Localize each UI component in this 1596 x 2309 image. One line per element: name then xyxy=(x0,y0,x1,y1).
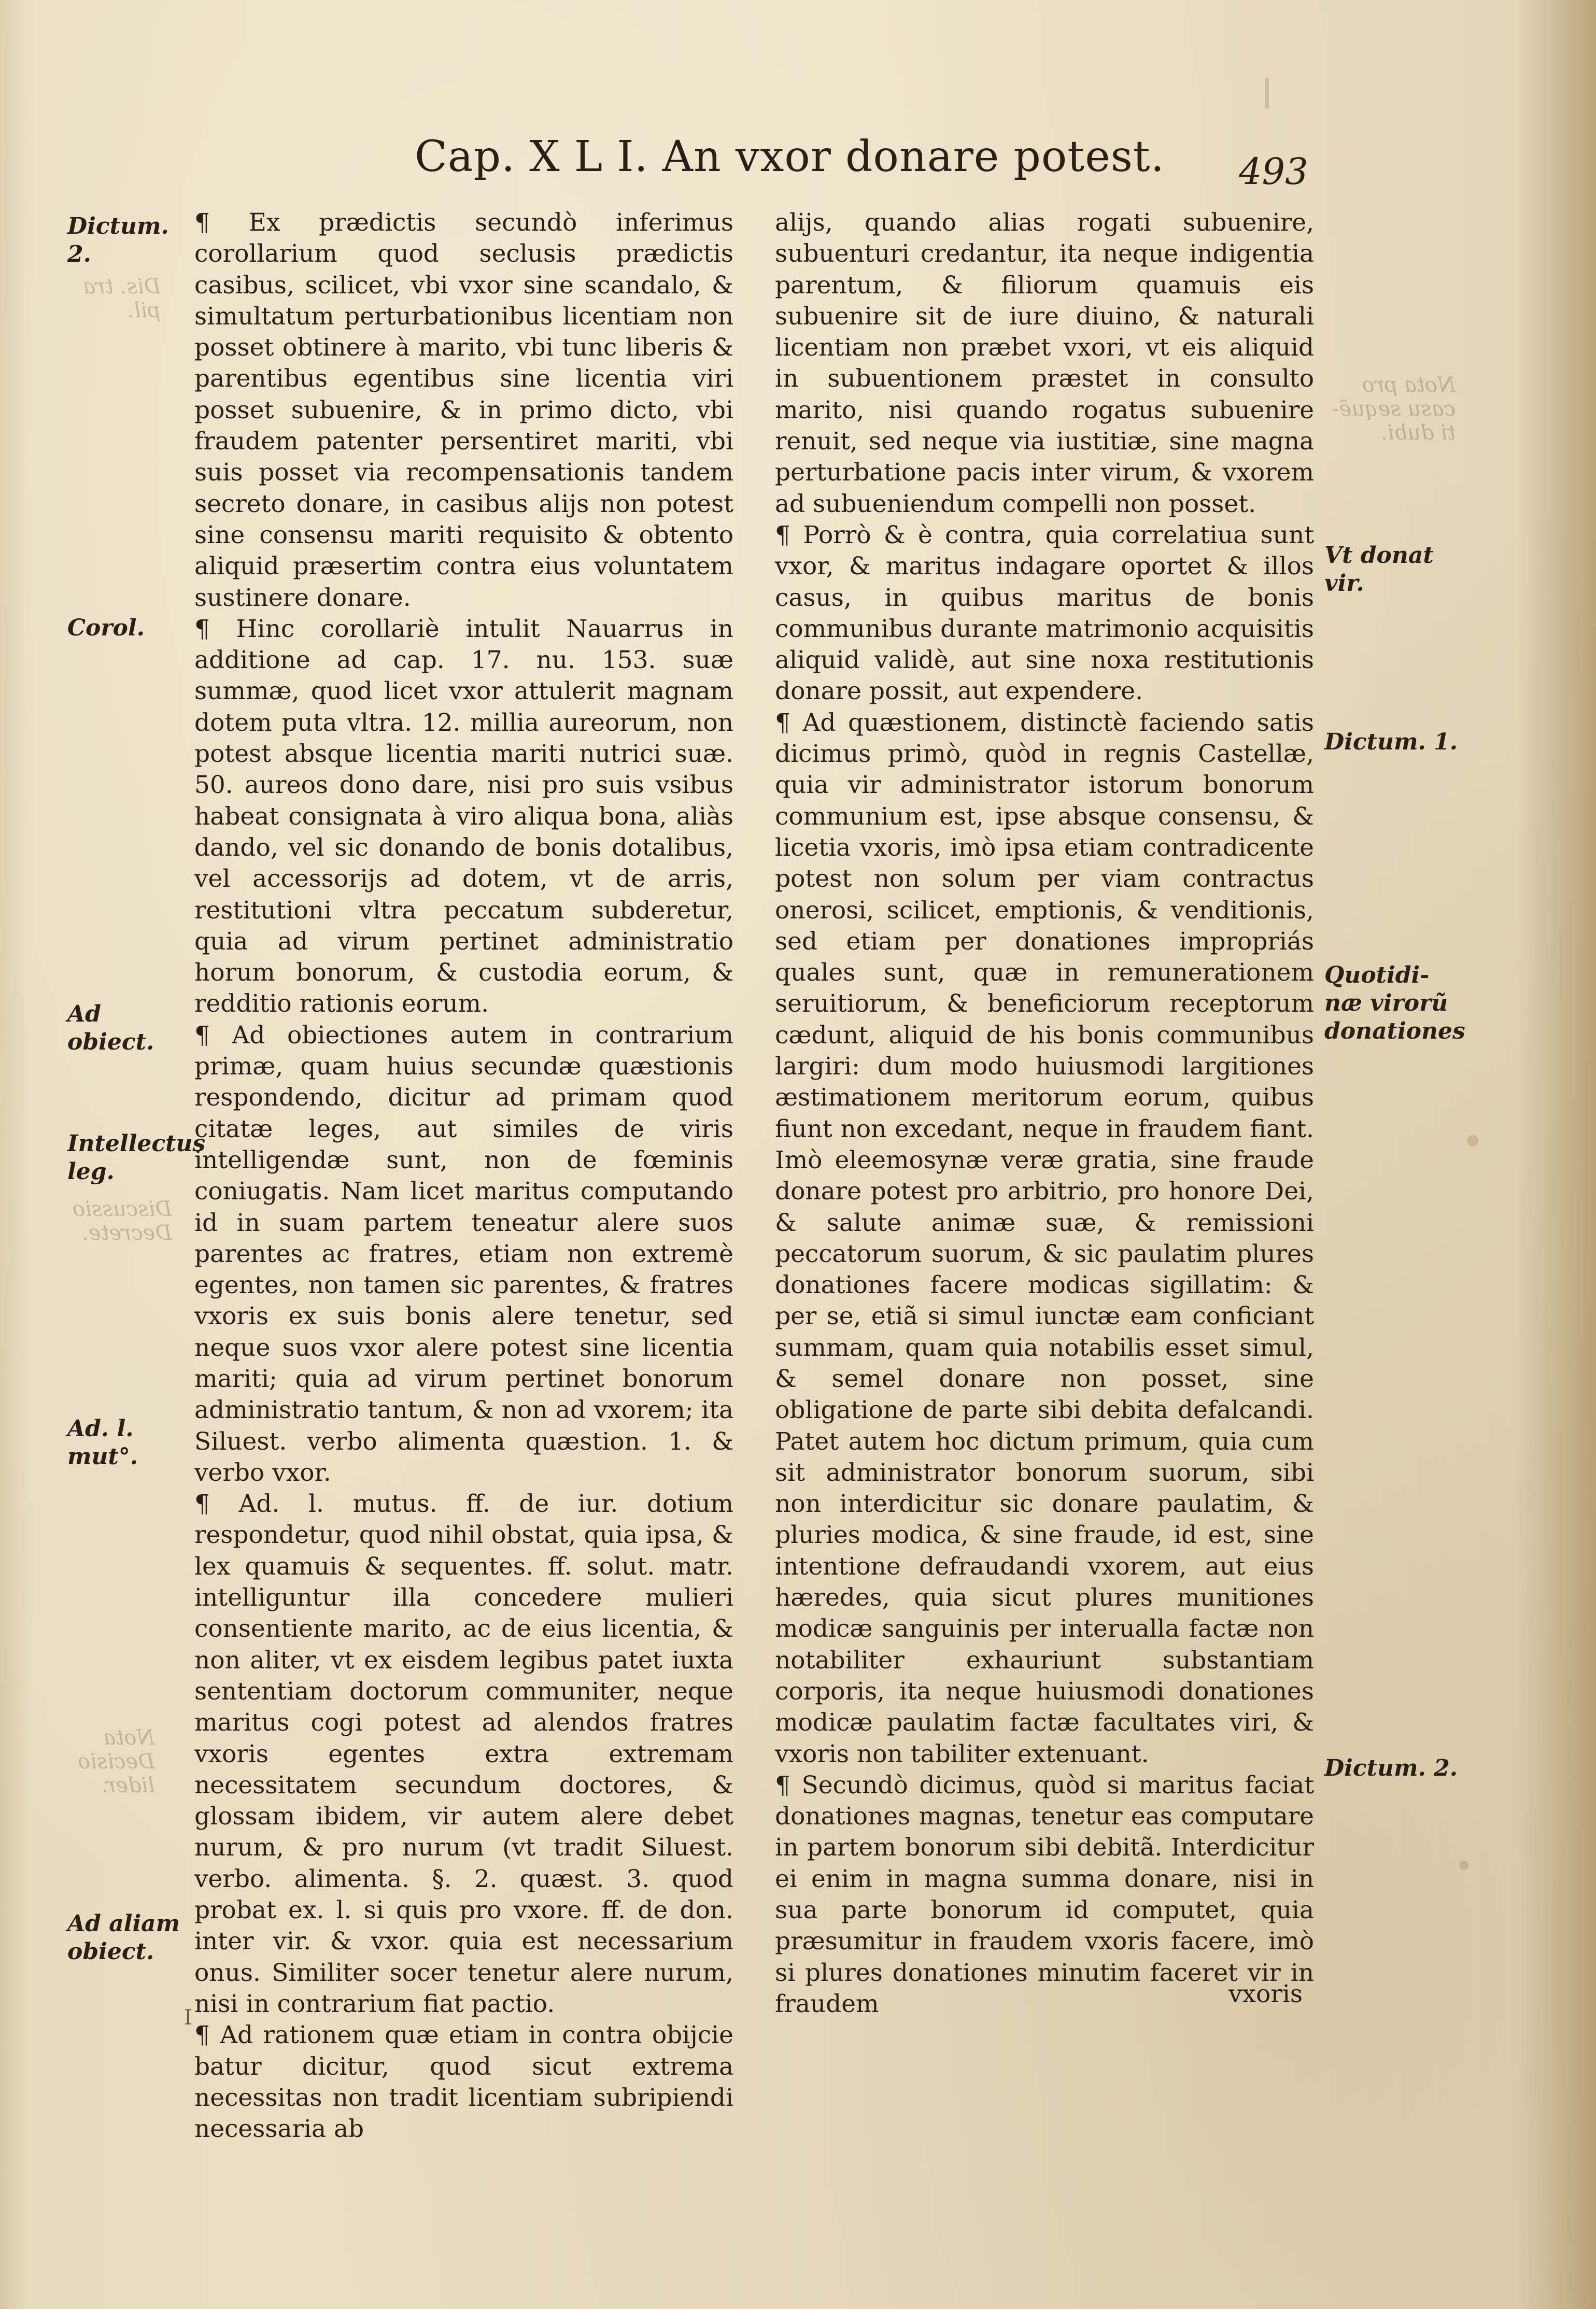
bleed-through-note: Dis. tra pil. xyxy=(83,275,161,322)
paragraph: ¶ Ad obiectiones autem in contrarium primæ, quam huius secundæ quæstionis respondendo, dicitur ad primam quod citatæ leges, aut similes de viris intelligendæ sunt, non de fœminis coniugatis. Nam licet maritus computando id in suam partem teneatur alere suos parentes ac fratres, etiam non extremè egentes, non tamen sic parentes, & fratres vxoris ex suis bonis alere tenetur, sed neque suos vxor alere potest sine licentia mariti; quia ad virum pertinet bonorum administratio tantum, & non ad vxorem; ita Siluest. verbo alimenta quæstion. 1. & verbo vxor. xyxy=(194,1021,733,1487)
bleed-through-note: Nota Decisio lider. xyxy=(78,1726,155,1797)
paragraph: ¶ Secundò dicimus, quòd si maritus faciat donationes magnas, tenetur eas computare in partem bonorum sibi debitã. Interdicitur ei enim in magna summa donare, nisi in sua parte bonorum id computet, quia præsumitur in fraudem vxoris facere, imò si plures donationes minutim faceret vir in fraudem xyxy=(775,1770,1314,2018)
running-header: Cap. X L I. An vxor donare potest. xyxy=(415,132,1165,181)
margin-note-quotidianae: Quotidi- næ virorũ donationes xyxy=(1324,962,1465,1044)
foxing-spot xyxy=(1265,78,1269,109)
signature-mark: I xyxy=(184,2006,192,2030)
margin-note-corol: Corol. xyxy=(67,615,145,641)
margin-note-intellectus: Intellectus leg. xyxy=(67,1130,206,1185)
bleed-through-note: Nota pro casu sequẽ- ti dubi. xyxy=(1332,373,1456,445)
margin-note-ad-obiect: Ad obiect. xyxy=(67,1001,154,1055)
margin-note-dictum-1: Dictum. 1. xyxy=(1324,729,1458,755)
catchword: vxoris xyxy=(1228,1980,1303,2008)
paragraph: ¶ Ad quæstionem, distinctè faciendo satis dicimus primò, quòd in regnis Castellæ, quia vir administrator istorum bonorum communium est, ipse absque consensu, & licetia vxoris, imò ipsa etiam contradicente potest non solum per viam contractus onerosi, scilicet, emptionis, & venditionis, sed etiam per donationes impropriás quales sunt, quæ in remunerationem seruitiorum, & beneficiorum receptorum cædunt, aliquid de his bonis communibus largiri: dum modo huiusmodi largitiones æstimationem meritorum eorum, quibus fiunt non excedant, neque in fraudem fiant. Imò eleemosynæ veræ gratia, sine fraude donare potest pro arbitrio, pro honore Dei, & salute animæ suæ, & remissioni peccatorum suorum, & sic paulatim plures donationes facere modicas sigillatim: & per se, etiã si simul iunctæ eam conficiant summam, quam quia notabilis esset simul, & semel donare non posset, sine obligatione de parte sibi debita defalcandi. Patet autem hoc dictum primum, quia cum sit administrator bonorum suorum, sibi non interdicitur sic donare paulatim, & pluries modica, & sine fraude, id est, sine intentione defraudandi vxorem, aut eius hæredes, quia sicut plures munitiones modicæ sanguinis per interualla factæ non notabiliter exhauriunt substantiam corporis, ita neque huiusmodi donationes modicæ paulatim factæ facultates viri, & vxoris non tabiliter extenuant. xyxy=(775,708,1314,1768)
paragraph: ¶ Ad. l. mutus. ff. de iur. dotium respondetur, quod nihil obstat, quia ipsa, & lex quamuis & sequentes. ff. solut. matr. intelliguntur illa concedere mulieri consentiente marito, ac de eius licentia, & non aliter, vt ex eisdem legibus patet iuxta sententiam doctorum communiter, neque maritus cogi potest ad alendos fratres vxoris egentes extra extremam necessitatem secundum doctores, & glossam ibidem, vir autem alere debet nurum, & pro nurum (vt tradit Siluest. verbo. alimenta. §. 2. quæst. 3. quod probat ex. l. si quis pro vxore. ff. de don. inter vir. & vxor. quia est necessarium onus. Similiter socer tenetur alere nurum, nisi in contrarium fiat pactio. xyxy=(194,1490,733,2018)
paragraph: ¶ Porrò & è contra, quia correlatiua sunt vxor, & maritus indagare oportet & illos casus, in quibus maritus de bonis communibus durante matrimonio acquisitis aliquid validè, aut sine noxa restitutionis donare possit, aut expendere. xyxy=(775,520,1314,706)
paragraph: ¶ Ex prædictis secundò inferimus corollarium quod seclusis prædictis casibus, scilicet, vbi vxor sine scandalo, & simultatum perturbationibus licentiam non posset obtinere à marito, vbi tunc liberis & parentibus egentibus sine licentia viri posset subuenire, & in primo dicto, vbi fraudem patenter persentiret mariti, vbi suis posset via recompensationis tandem secreto donare, in casibus alijs non potest sine consensu mariti requisito & obtento aliquid præsertim contra eius voluntatem sustinere donare. xyxy=(194,208,733,612)
margin-note-dictum-2-right: Dictum. 2. xyxy=(1324,1755,1458,1781)
right-text-column xyxy=(775,207,1314,2020)
left-text-column xyxy=(194,207,733,2145)
paragraph: ¶ Hinc corollariè intulit Nauarrus in additione ad cap. 17. nu. 153. suæ summæ, quod licet vxor attulerit magnam dotem puta vltra. 12. millia aureorum, non potest absque licentia mariti nutrici suæ. 50. aureos dono dare, nisi pro suis vsibus habeat consignata à viro aliqua bona, aliàs dando, vel sic donando de bonis dotalibus, vel accessorijs ad dotem, vt de arris, restitutioni vltra peccatum subderetur, quia ad virum pertinet administratio horum bonorum, & custodia eorum, & redditio rationis eorum. xyxy=(194,614,733,1018)
foxing-spot xyxy=(1467,1135,1478,1146)
margin-note-ad-l-mut: Ad. l. mut°. xyxy=(67,1415,138,1470)
margin-note-dictum-2: Dictum. 2. xyxy=(67,213,169,267)
bleed-through-note: Discussio Decrete. xyxy=(73,1197,172,1245)
margin-note-vt-donat: Vt donat vir. xyxy=(1324,542,1434,597)
margin-note-ad-aliam: Ad aliam obiect. xyxy=(67,1910,180,1965)
page-number: 493 xyxy=(1239,150,1308,193)
paragraph: ¶ Ad rationem quæ etiam in contra obijcie batur dicitur, quod sicut extrema necessitas non tradit licentiam subripiendi necessaria ab xyxy=(194,2021,733,2144)
paragraph: alijs, quando alias rogati subuenire, subuenturi credantur, ita neque indigentia parentum, & filiorum quamuis eis subuenire sit de iure diuino, & naturali licentiam non præbet vxori, vt eis aliquid in subuentionem præstet in consulto marito, nisi quando rogatus subuenire renuit, sed neque via iustitiæ, sine magna perturbatione pacis inter virum, & vxorem ad subueniendum compelli non posset. xyxy=(775,208,1314,518)
foxing-spot xyxy=(1459,1861,1468,1870)
